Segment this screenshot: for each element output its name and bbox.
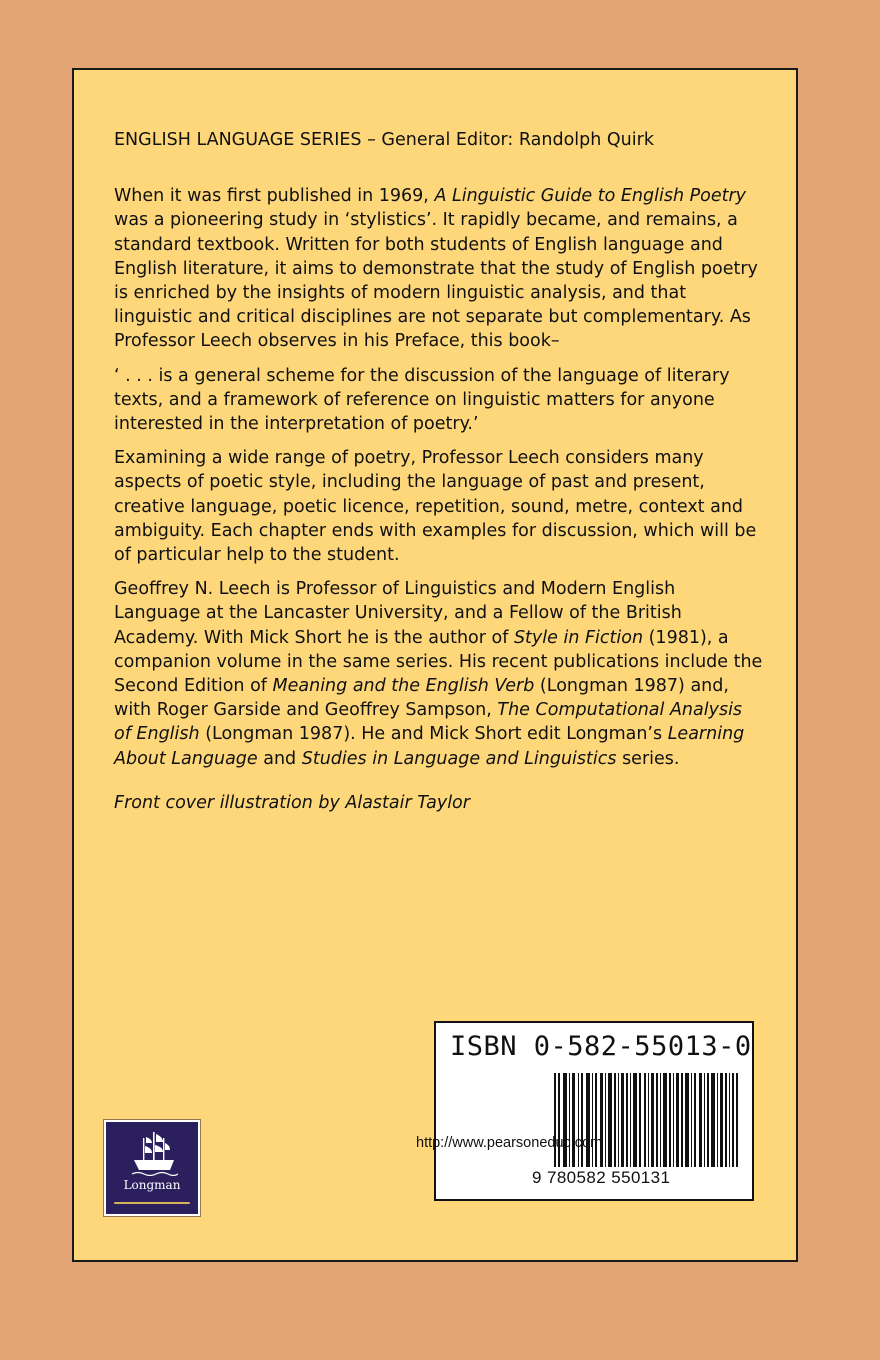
bio-text-3: (Longman 1987) and, with Roger Garside and Geoffrey Sampson, (114, 676, 729, 721)
preface-quote: ‘ . . . is a general scheme for the discussion of the language of literary texts, and a framework of reference on linguistic matters for anyone interested in the interpretation of poetry.’ (114, 365, 730, 435)
barcode (554, 1073, 740, 1167)
barcode-bar (600, 1073, 603, 1167)
barcode-bar (699, 1073, 702, 1167)
barcode-bar (704, 1073, 705, 1167)
barcode-bar (630, 1073, 631, 1167)
barcode-bar (729, 1073, 730, 1167)
ship-icon (130, 1130, 178, 1176)
bio-text-1: Geoffrey N. Leech is Professor of Linguistics and Modern English Language at the Lancaster University, and a Fellow of the British Academy. With Mick Short he is the author of (114, 579, 682, 648)
intro-text-2: was a pioneering study in ‘stylistics’. It rapidly became, and remains, a standard textbook. Written for both students of English language and English literature, it aims to demonstrate that the study of English poetry is enriched by the insights of modern linguistic analysis, and that linguistic and critical disciplines are not separate but complementary. As Professor Leech observes in his Preface, this book– (114, 210, 758, 352)
barcode-bar (651, 1073, 654, 1167)
author-bio (114, 577, 764, 771)
barcode-bar (694, 1073, 696, 1167)
bio-title-1: Style in Fiction (513, 627, 644, 648)
barcode-bar (563, 1073, 567, 1167)
barcode-bar (707, 1073, 709, 1167)
barcode-bar (621, 1073, 624, 1167)
bio-text-4: (Longman 1987). He and Mick Short edit Longman’s (199, 724, 668, 745)
barcode-bar (554, 1073, 556, 1167)
barcode-bar (618, 1073, 619, 1167)
intro-paragraph (114, 184, 764, 353)
barcode-bar (586, 1073, 590, 1167)
isbn-label: ISBN 0-582-55013-0 (450, 1031, 752, 1062)
barcode-bar (633, 1073, 637, 1167)
barcode-bar (569, 1073, 570, 1167)
barcode-bar (581, 1073, 583, 1167)
bio-title-2: Meaning and the English Verb (272, 676, 535, 697)
barcode-bar (736, 1073, 738, 1167)
barcode-bar (717, 1073, 718, 1167)
bio-text-6: series. (616, 748, 680, 769)
barcode-bar (644, 1073, 646, 1167)
intro-text-1: When it was first published in 1969, (114, 186, 435, 207)
barcode-bar (681, 1073, 683, 1167)
barcode-bar (614, 1073, 616, 1167)
barcode-bar (626, 1073, 628, 1167)
barcode-bar (685, 1073, 689, 1167)
bio-title-4: Learning About Language (114, 724, 745, 769)
back-cover (72, 68, 798, 1262)
barcode-bar (595, 1073, 597, 1167)
bio-text-5: and (257, 748, 302, 769)
barcode-bar (720, 1073, 723, 1167)
barcode-bar (691, 1073, 692, 1167)
content-paragraph: Examining a wide range of poetry, Professor Leech considers many aspects of poetic style, including the language of past and present, creative language, poetic licence, repetition, sound, metre, context and ambiguity. Each chapter ends with examples for discussion, which will be of particular help to the student. (114, 448, 757, 566)
bio-title-3: The Computational Analysis of English (114, 700, 743, 745)
series-line: ENGLISH LANGUAGE SERIES – General Editor: Randolph Quirk (114, 130, 654, 150)
barcode-bar (663, 1073, 667, 1167)
barcode-bar (725, 1073, 727, 1167)
barcode-bar (669, 1073, 671, 1167)
barcode-bar (605, 1073, 606, 1167)
barcode-bar (648, 1073, 649, 1167)
bio-text-2: (1981), a companion volume in the same series. His recent publications include the Second Edition of (114, 627, 763, 697)
barcode-bar (711, 1073, 715, 1167)
book-title: A Linguistic Guide to English Poetry (434, 186, 747, 207)
barcode-bar (676, 1073, 679, 1167)
barcode-bar (660, 1073, 661, 1167)
barcode-bar (572, 1073, 575, 1167)
barcode-bar (732, 1073, 734, 1167)
publisher-url[interactable]: http://www.pearsoneduc.com (416, 1135, 603, 1151)
barcode-bar (656, 1073, 658, 1167)
barcode-bar (578, 1073, 579, 1167)
publisher-name: Longman (123, 1178, 181, 1192)
barcode-box (434, 1021, 754, 1201)
barcode-bar (608, 1073, 612, 1167)
illustration-credit: Front cover illustration by Alastair Taylor (114, 792, 470, 813)
barcode-bar (639, 1073, 641, 1167)
barcode-bar (592, 1073, 593, 1167)
barcode-bar (673, 1073, 674, 1167)
barcode-digits: 9 780582 550131 (532, 1168, 671, 1187)
cover-text (114, 128, 764, 825)
logo-underline (114, 1202, 190, 1204)
barcode-bar (558, 1073, 560, 1167)
publisher-logo (104, 1120, 200, 1216)
bio-title-5: Studies in Language and Linguistics (301, 748, 617, 769)
